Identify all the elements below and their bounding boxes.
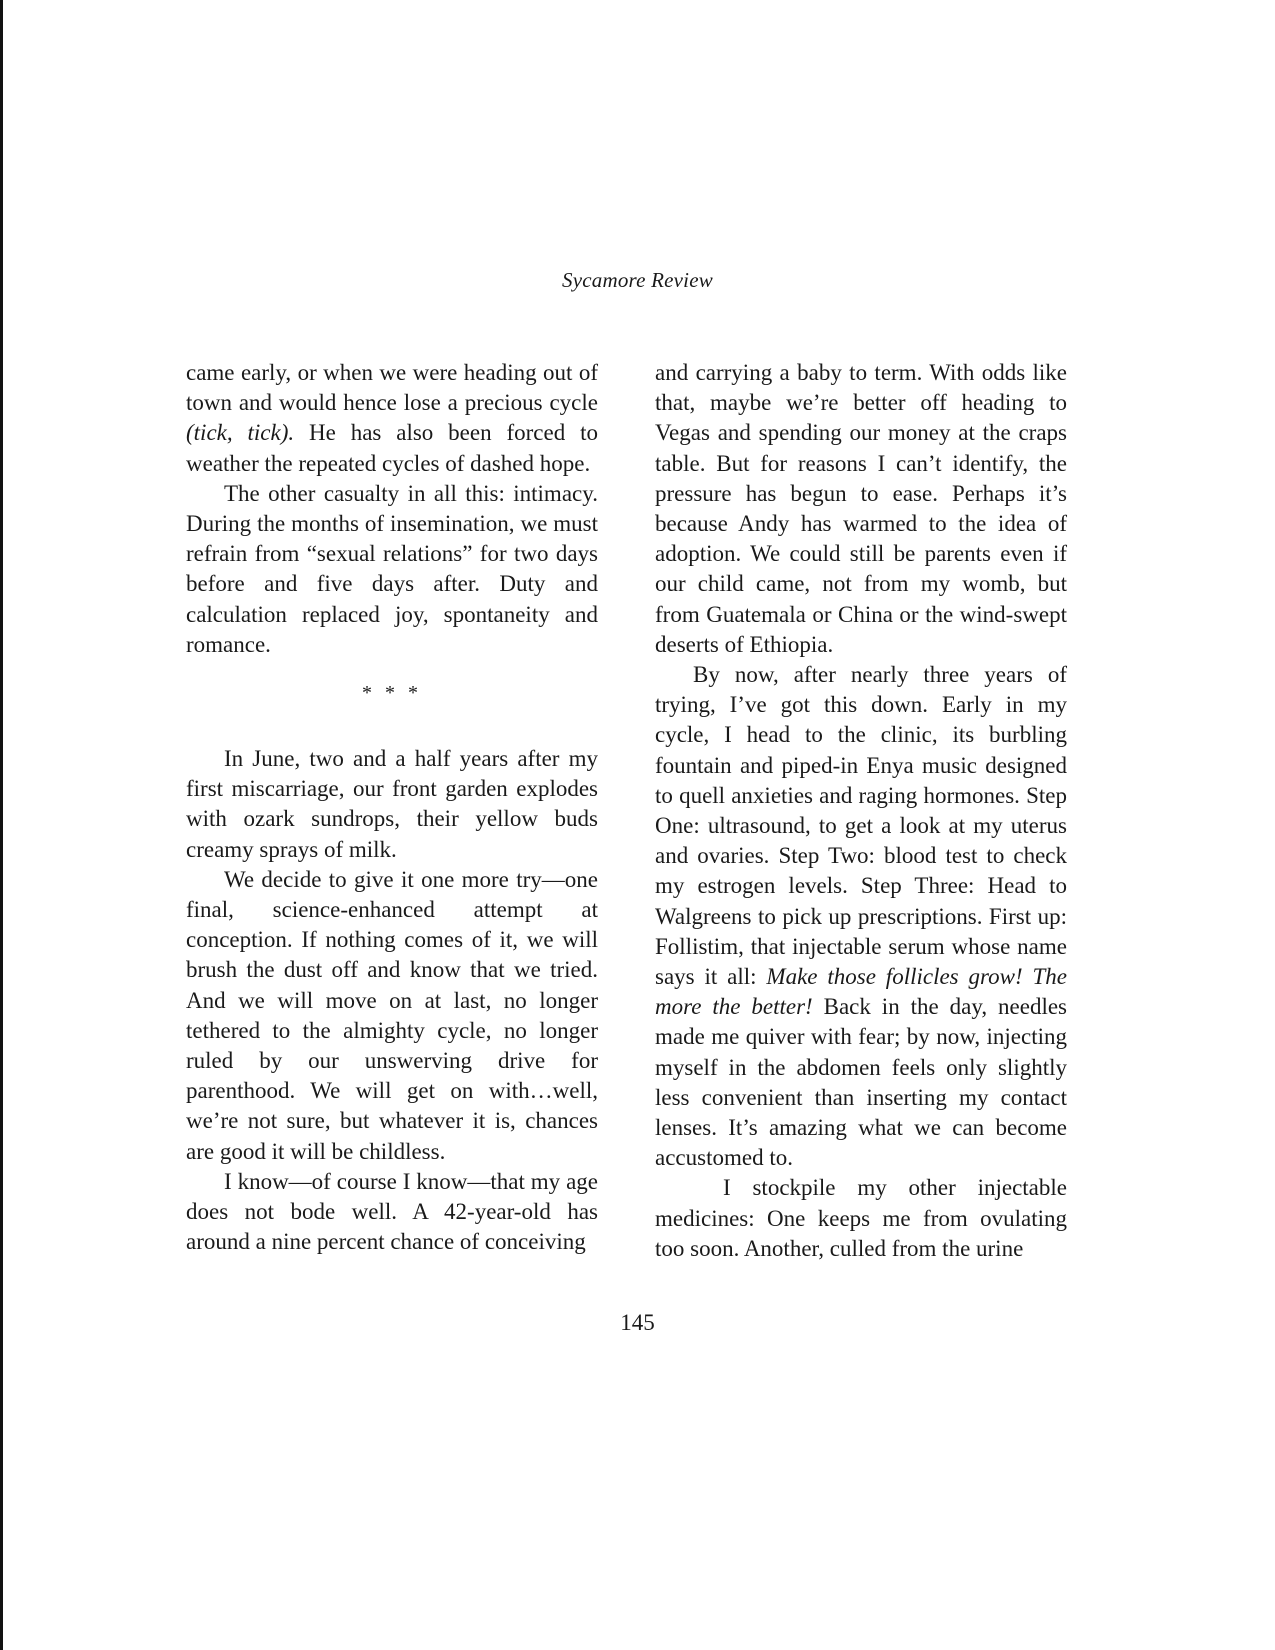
paragraph: The other casualty in all this: intimacy. During the months of insemination, we must refrain from “sexual relations” for two days before and five days after. Duty and calculation replaced joy, spontaneity and romance. [186, 480, 598, 657]
left-column [186, 358, 598, 1257]
paragraph [655, 660, 1067, 1173]
emphasis-text: (tick, tick). [186, 420, 295, 446]
paragraph: We decide to give it one more try—one final, science-enhanced attempt at conception. If nothing comes of it, we will brush the dust off and know that we tried. And we will move on at last, no longer tethered to the almighty cycle, no longer ruled by our unswerving drive for parenthood. We will get on with…well, we’re not sure, but whatever it is, chances are good it will be childless. [186, 866, 598, 1164]
paragraph-text: came early, or when we were heading out of town and would hence lose a precious cycle [186, 360, 598, 416]
paragraph-text: He has also been forced to weather the repeated cycles of dashed hope. [186, 420, 598, 476]
section-break: * * * [362, 682, 422, 705]
emphasis-text: Make those follicles grow! The more the better! [655, 964, 1067, 1020]
paragraph: and carrying a baby to term. With odds like that, maybe we’re better off heading to Vegas and spending our money at the craps table. But for reasons I can’t identify, the pressure has begun to ease. Perhaps it’s because Andy has warmed to the idea of adoption. We could still be parents even if our child came, not from my womb, but from Guatemala or China or the wind-swept deserts of Ethiopia. [655, 360, 1067, 657]
paragraph-text: Back in the day, needles made me quiver with fear; by now, injecting myself in the abdomen feels only slightly less convenient than inserting my contact lenses. It’s amazing what we can become accustomed to. [655, 994, 1067, 1171]
page-number: 145 [620, 1310, 655, 1335]
paragraph: I know—of course I know—that my age does not bode well. A 42-year-old has around a nine percent chance of conceiving [186, 1168, 598, 1255]
paragraph: In June, two and a half years after my first miscarriage, our front garden explodes with ozark sundrops, their yellow buds creamy sprays of milk. [186, 746, 598, 862]
paragraph: I stockpile my other injectable medicines: One keeps me from ovulating too soon. Another, culled from the urine [655, 1175, 1067, 1261]
scan-edge-shadow [0, 0, 3, 1650]
paragraph [186, 358, 598, 479]
paragraph-text: By now, after nearly three years of trying, I’ve got this down. Early in my cycle, I head to the clinic, its burbling fountain and piped-in Enya music designed to quell anxieties and raging hormones. Step One: ultrasound, to get a look at my uterus and ovaries. Step Two: blood test to check my estrogen levels. Step Three: Head to Walgreens to pick up prescriptions. First up: Follistim, that injectable serum whose name says it all: [655, 662, 1067, 990]
right-column [655, 358, 1067, 1264]
running-head: Sycamore Review [562, 268, 713, 292]
